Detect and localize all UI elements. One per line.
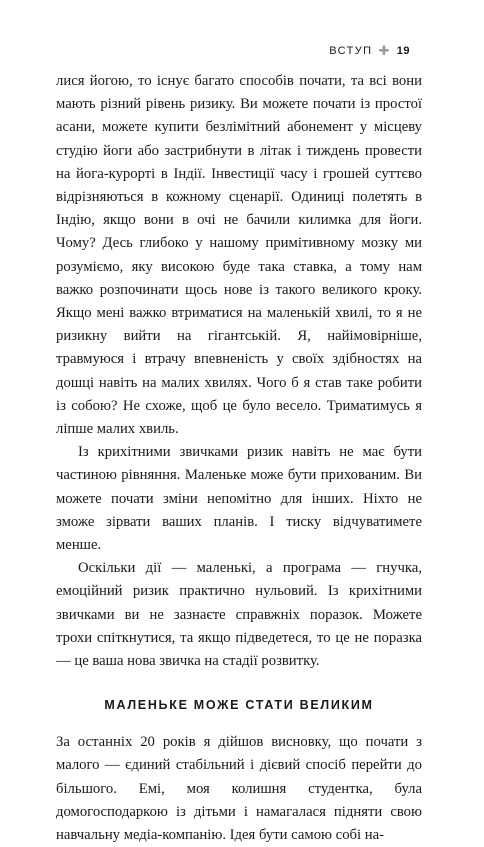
paragraph: Із крихітними звичками ризик навіть не має бути частиною рівняння. Маленьке може бути прихованим. Ви можете почати зміни непомітно для інших. Ніхто не зможе зірвати ваших планів. І тиску відчуватимете менше. — [56, 444, 422, 554]
section-title: ВСТУП — [329, 44, 373, 57]
page-number: 19 — [396, 44, 410, 57]
paragraph: За останніх 20 років я дійшов висновку, що почати з малого — єдиний стабільний і дієвий спосіб перейти до більшого. Емі, моя колишня студентка, була домогосподаркою із дітьми і намагалася підняти свою навчальну медіа-компанію. Ідея бути самою собі на- — [56, 734, 422, 844]
separator-icon: ✚ — [378, 43, 391, 58]
body-text — [56, 70, 422, 847]
section-heading: МАЛЕНЬКЕ МОЖЕ СТАТИ ВЕЛИКИМ — [104, 698, 374, 713]
running-head — [329, 44, 410, 57]
paragraph: Оскільки дії — маленькі, а програма — гнучка, емоційний ризик практично нульовий. Із крихітними звичками ви не зазнаєте справжніх поразок. Можете трохи спіткнутися, та якщо підведетеся, то це не поразка — це ваша нова звичка на стадії розвитку. — [56, 560, 422, 670]
paragraph-continued: лися йогою, то існує багато способів почати, та всі вони мають різний рівень ризику. Ви можете почати із простої асани, можете купити безлімітний абонемент у місцеву студію йоги або застрибнути в літак і тиждень провести на йога-курорті в Індії. Інвестиції часу і грошей суттєво відрізняються в кожному сценарії. Одиниці полетять в Індію, якщо вони в очі не бачили килимка для йоги. Чому? Десь глибоко у нашому примітивному мозку ми розуміємо, яку високою буде така ставка, а тому нам важко розпочинати щось нове із такого великого кроку. Якщо мені важко втриматися на маленькій хвилі, то я не ризикну вийти на гігантській. Я, найімовірніше, травмуюся і втрачу впевненість у своїх здібностях на дошці навіть на малих хвилях. Чого б я став таке робити із собою? Не схоже, щоб це було весело. Триматимусь я ліпше малих хвиль. — [56, 73, 422, 438]
